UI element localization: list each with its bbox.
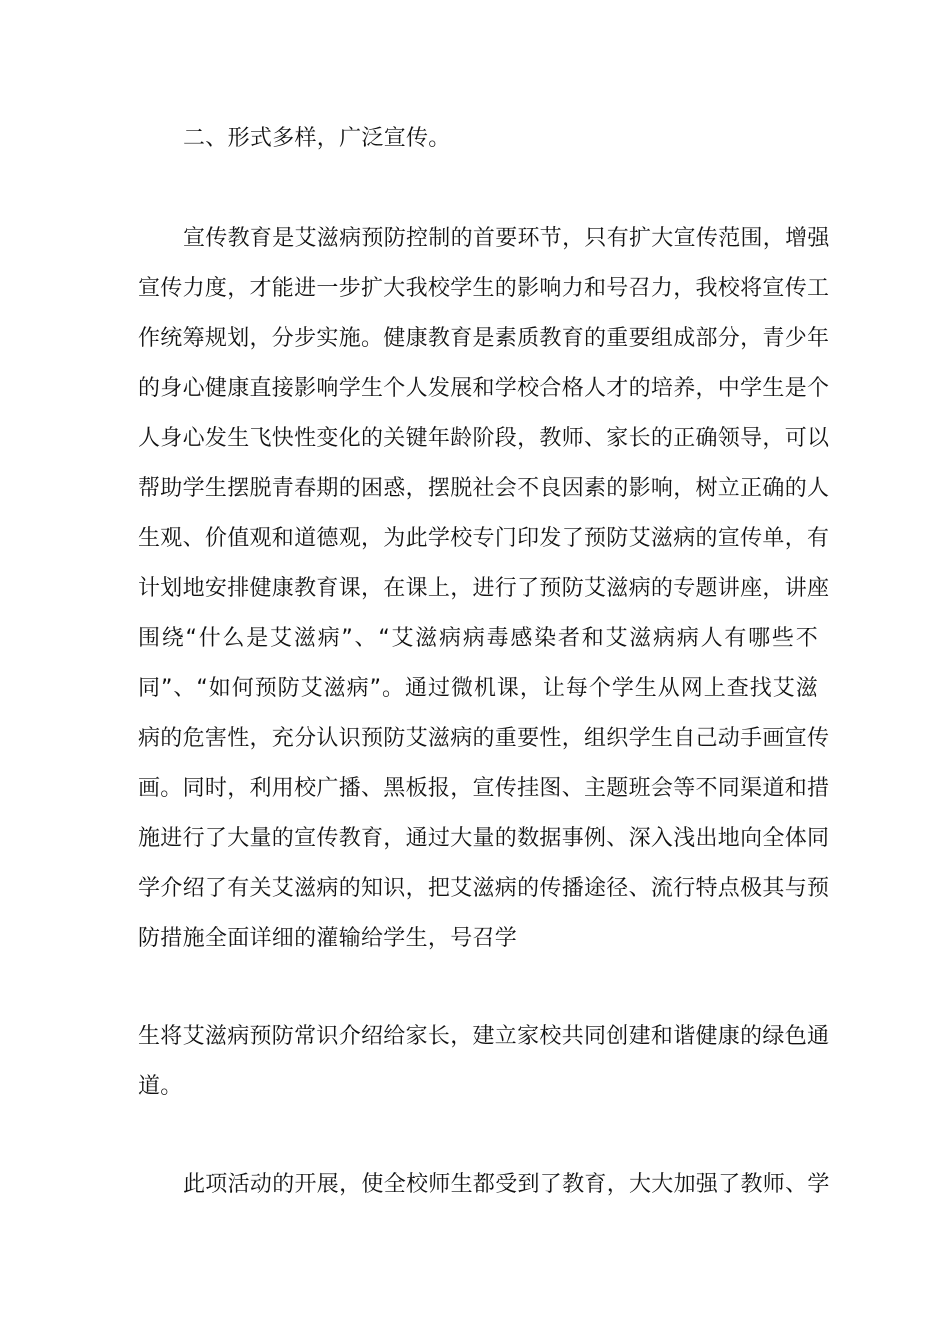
paragraph-line: 生将艾滋病预防常识介绍给家长，建立家校共同创建和谐健康的绿色通 (138, 1024, 830, 1049)
paragraph-line: 的身心健康直接影响学生个人发展和学校合格人才的培养，中学生是个 (138, 376, 830, 401)
paragraph-line: 人身心发生飞快性变化的关键年龄阶段，教师、家长的正确领导，可以 (138, 426, 830, 451)
paragraph-line: 施进行了大量的宣传教育，通过大量的数据事例、深入浅出地向全体同 (138, 826, 830, 851)
paragraph-line: 宣传教育是艾滋病预防控制的首要环节，只有扩大宣传范围，增强 (183, 226, 830, 251)
paragraph-line: 生观、价值观和道德观，为此学校专门印发了预防艾滋病的宣传单，有 (138, 526, 830, 551)
paragraph-line: 道。 (138, 1074, 183, 1099)
paragraph-line: 防措施全面详细的灌输给学生，号召学 (138, 926, 518, 951)
paragraph-line: 同”、“如何预防艾滋病”。通过微机课，让每个学生从网上查找艾滋 (138, 676, 818, 701)
paragraph-line: 此项活动的开展，使全校师生都受到了教育，大大加强了教师、学 (183, 1172, 830, 1197)
paragraph-line: 宣传力度，才能进一步扩大我校学生的影响力和号召力，我校将宣传工 (138, 276, 830, 301)
paragraph-line: 计划地安排健康教育课，在课上，进行了预防艾滋病的专题讲座，讲座 (138, 576, 830, 601)
paragraph-line: 病的危害性，充分认识预防艾滋病的重要性，组织学生自己动手画宣传 (138, 726, 830, 751)
section-heading: 二、形式多样，广泛宣传。 (183, 126, 451, 151)
paragraph-line: 作统筹规划，分步实施。健康教育是素质教育的重要组成部分，青少年 (138, 326, 830, 351)
paragraph-line: 围绕“什么是艾滋病”、“艾滋病病毒感染者和艾滋病病人有哪些不 (138, 626, 818, 651)
paragraph-line: 学介绍了有关艾滋病的知识，把艾滋病的传播途径、流行特点极其与预 (138, 876, 830, 901)
paragraph-line: 帮助学生摆脱青春期的困惑，摆脱社会不良因素的影响，树立正确的人 (138, 476, 830, 501)
paragraph-line: 画。同时，利用校广播、黑板报，宣传挂图、主题班会等不同渠道和措 (138, 776, 830, 801)
